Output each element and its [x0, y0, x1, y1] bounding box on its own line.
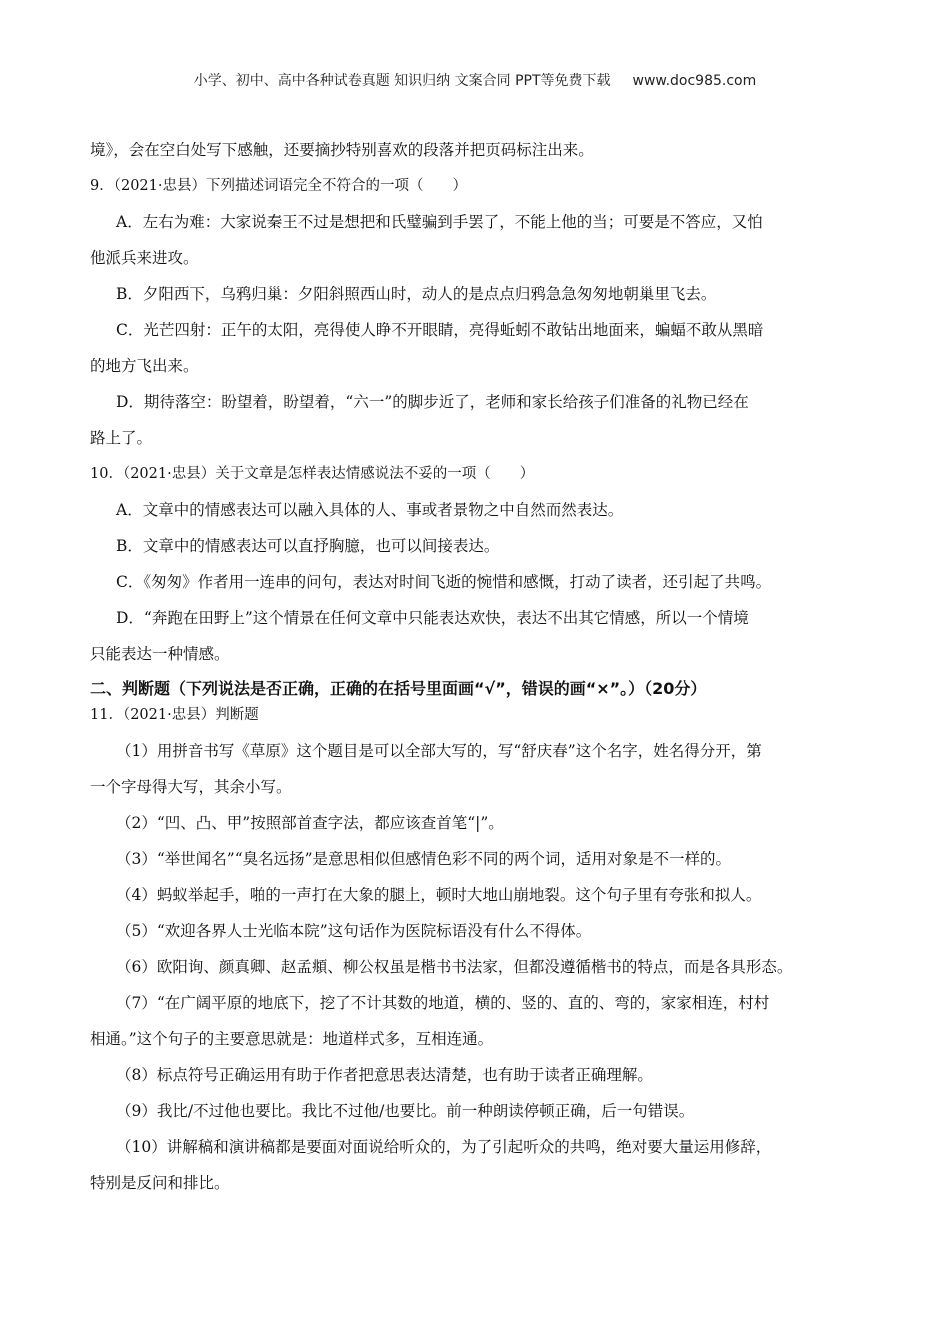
- q10-option-d: D．“奔跑在田野上”这个情景在任何文章中只能表达欢快，表达不出其它情感，所以一个情境: [116, 609, 749, 627]
- q9-option-a: A．左右为难：大家说秦王不过是想把和氏璧骗到手罢了，不能上他的当；可要是不答应，又怕: [116, 213, 763, 231]
- q9-option-b: B．夕阳西下，乌鸦归巢：夕阳斜照西山时，动人的是点点归鸦急急匆匆地朝巢里飞去。: [116, 285, 717, 303]
- q9-option-c: C．光芒四射：正午的太阳，亮得使人睁不开眼睛，亮得蚯蚓不敢钻出地面来，蝙蝠不敢从黑暗: [116, 321, 764, 339]
- header-url[interactable]: www.doc985.com: [632, 73, 757, 89]
- judge-item-10: （10）讲解稿和演讲稿都是要面对面说给听众的，为了引起听众的共鸣，绝对要大量运用修辞，: [116, 1138, 772, 1156]
- judge-item-7-cont: 相通。”这个句子的主要意思就是：地道样式多，互相连通。: [90, 1030, 494, 1048]
- judge-item-4: （4）蚂蚁举起手，啪的一声打在大象的腿上，顿时大地山崩地裂。这个句子里有夸张和拟人。: [116, 886, 762, 904]
- judge-item-6: （6）欧阳询、颜真卿、赵孟頫、柳公权虽是楷书书法家，但都没遵循楷书的特点，而是各具形态。: [116, 958, 793, 976]
- q10-option-b: B．文章中的情感表达可以直抒胸臆，也可以间接表达。: [116, 537, 500, 555]
- question-9-stem: 9．（2021·忠县）下列描述词语完全不符合的一项（ ）: [90, 178, 467, 194]
- question-11-stem: 11．（2021·忠县）判断题: [90, 707, 259, 723]
- q10-option-a: A．文章中的情感表达可以融入具体的人、事或者景物之中自然而然表达。: [116, 501, 624, 519]
- judge-item-7: （7）“在广阔平原的地底下，挖了不计其数的地道，横的、竖的、直的、弯的，家家相连，村村: [116, 994, 770, 1012]
- judge-item-5: （5）“欢迎各界人士光临本院”这句话作为医院标语没有什么不得体。: [116, 922, 592, 940]
- q10-option-c: C．《匆匆》作者用一连串的问句，表达对时间飞逝的惋惜和感慨，打动了读者，还引起了共鸣。: [116, 573, 772, 591]
- document-body: [90, 138, 870, 1207]
- judge-item-10-cont: 特别是反问和排比。: [90, 1174, 230, 1192]
- page-header: [0, 70, 950, 90]
- judge-item-1-cont: 一个字母得大写，其余小写。: [90, 778, 292, 796]
- judge-item-2: （2）“凹、凸、甲”按照部首查字法，都应该查首笔“|”。: [116, 814, 504, 832]
- paragraph-line: 境》，会在空白处写下感触，还要摘抄特别喜欢的段落并把页码标注出来。: [90, 141, 594, 159]
- header-text: 小学、初中、高中各种试卷真题 知识归纳 文案合同 PPT等免费下载: [193, 73, 611, 89]
- q9-option-d: D．期待落空：盼望着，盼望着，“六一”的脚步近了，老师和家长给孩子们准备的礼物已经在: [116, 393, 749, 411]
- q10-option-d-cont: 只能表达一种情感。: [90, 645, 230, 663]
- q9-option-c-cont: 的地方飞出来。: [90, 357, 199, 375]
- judge-item-3: （3）“举世闻名”“臭名远扬”是意思相似但感情色彩不同的两个词，适用对象是不一样的。: [116, 850, 732, 868]
- q9-option-d-cont: 路上了。: [90, 429, 153, 447]
- section-2-heading: 二、判断题（下列说法是否正确，正确的在括号里面画“√”，错误的画“×”。）（20分）: [90, 679, 707, 698]
- question-10-stem: 10．（2021·忠县）关于文章是怎样表达情感说法不妥的一项（ ）: [90, 466, 535, 482]
- judge-item-8: （8）标点符号正确运用有助于作者把意思表达清楚，也有助于读者正确理解。: [116, 1066, 653, 1084]
- judge-item-1: （1）用拼音书写《草原》这个题目是可以全部大写的，写“舒庆春”这个名字，姓名得分开，第: [116, 742, 762, 760]
- q9-option-a-cont: 他派兵来进攻。: [90, 249, 199, 267]
- judge-item-9: （9）我比/不过他也要比。我比不过他/也要比。前一种朗读停顿正确，后一句错误。: [116, 1102, 695, 1120]
